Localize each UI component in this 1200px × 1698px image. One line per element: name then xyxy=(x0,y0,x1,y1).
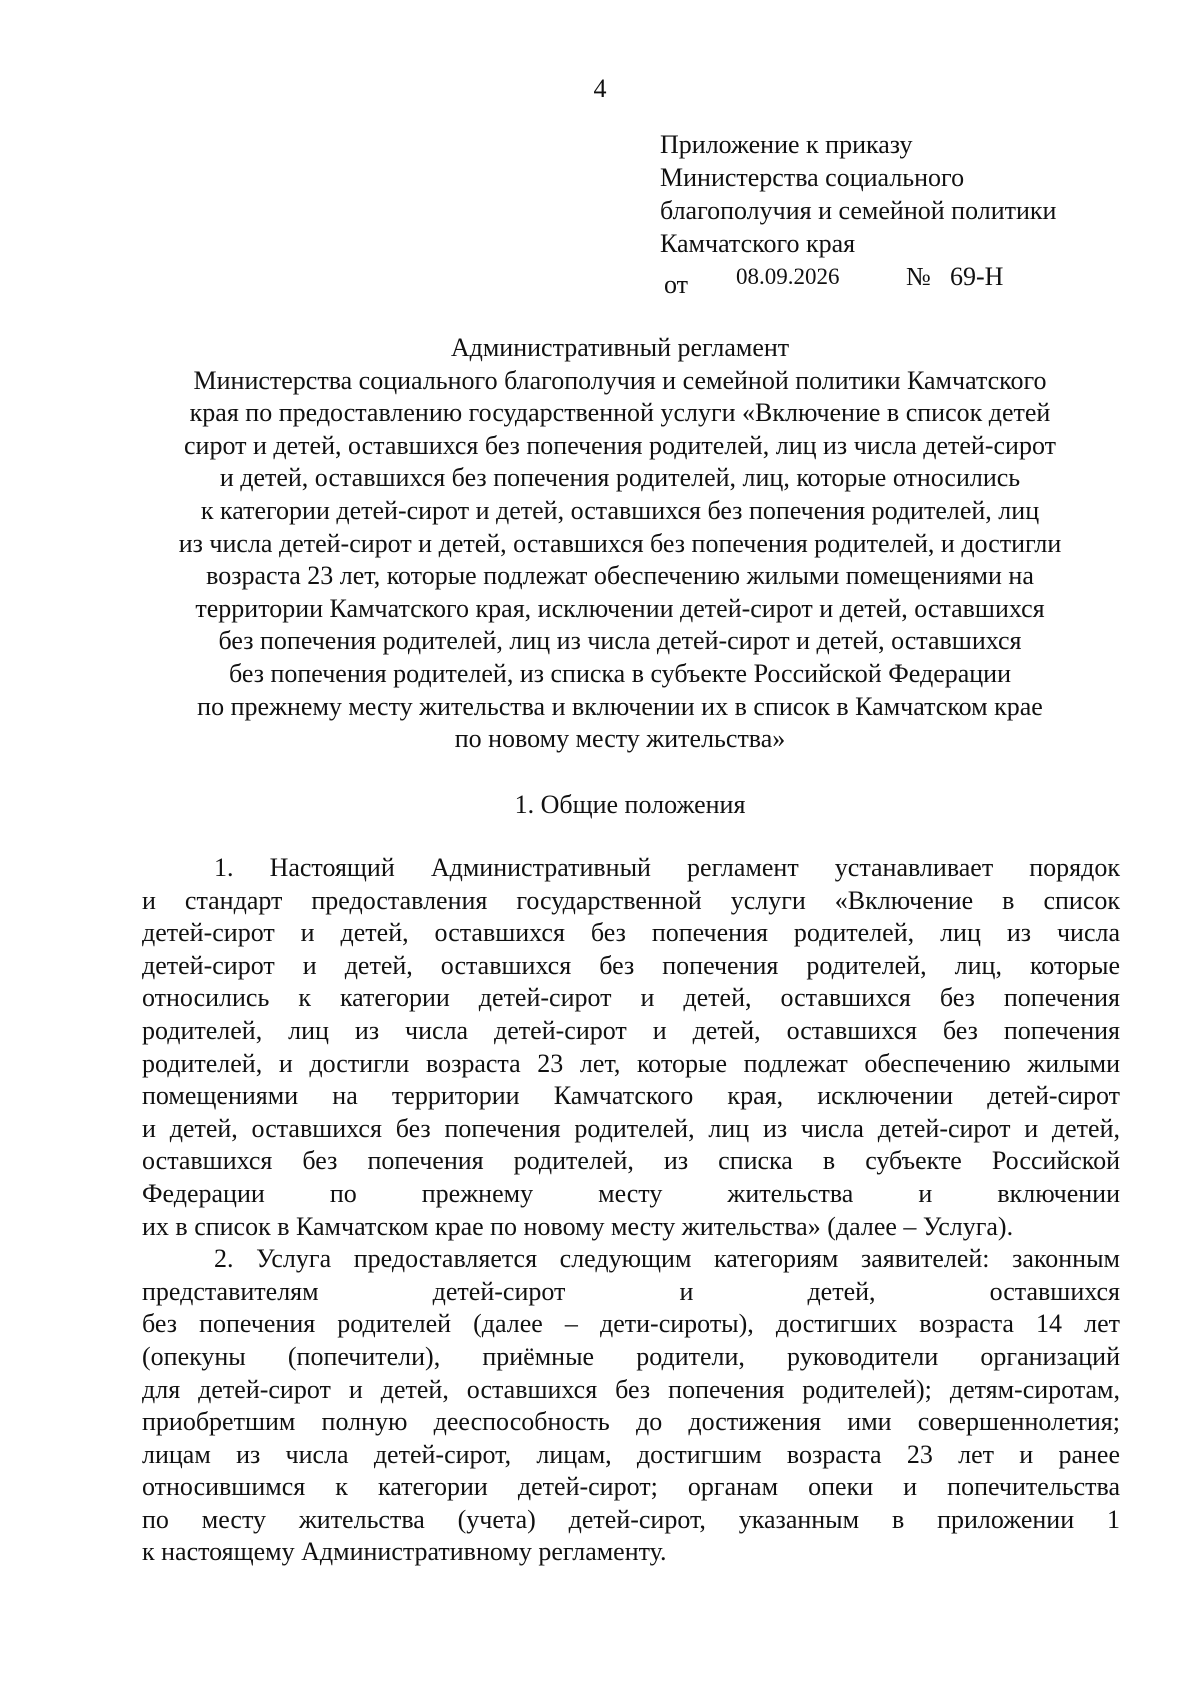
title-line: территории Камчатского края, исключении детей-сирот и детей, оставшихся xyxy=(195,593,1045,623)
appendix-header xyxy=(660,128,1140,300)
title-line: сирот и детей, оставшихся без попечения родителей, лиц из числа детей-сирот xyxy=(184,430,1056,460)
paragraph-2-line: без попечения родителей (далее – дети-сироты), достигших возраста 14 лет xyxy=(142,1309,1120,1339)
paragraph-1-line: помещениями на территории Камчатского края, исключении детей-сирот xyxy=(142,1081,1120,1111)
paragraph-1-line: детей-сирот и детей, оставшихся без попечения родителей, лиц, которые xyxy=(142,950,1120,980)
paragraph-2-line: приобретшим полную дееспособность до достижения ими совершеннолетия; xyxy=(142,1407,1120,1437)
order-number-label: № xyxy=(906,262,931,291)
title-line: без попечения родителей, из списка в субъекте Российской Федерации xyxy=(228,658,1012,688)
paragraph-1-line: 1. Настоящий Административный регламент устанавливает порядок xyxy=(214,853,1120,882)
order-date-label: от xyxy=(664,270,689,299)
title-line: края по предоставлению государственной услуги «Включение в список детей xyxy=(189,398,1051,428)
body-text xyxy=(142,852,1120,1569)
appendix-line-3: благополучия и семейной политики xyxy=(660,196,1057,225)
page-number: 4 xyxy=(593,74,607,103)
paragraph-2-line: для детей-сирот и детей, оставшихся без попечения родителей); детям-сиротам, xyxy=(142,1374,1120,1404)
title-line: Министерства социального благополучия и семейной политики Камчатского xyxy=(193,365,1047,395)
title-line: из числа детей-сирот и детей, оставшихся без попечения родителей, и достигли xyxy=(178,528,1062,558)
paragraph-1-line: оставшихся без попечения родителей, из списка в субъекте Российской xyxy=(142,1146,1120,1176)
appendix-line-1: Приложение к приказу xyxy=(660,130,913,159)
order-date: 08.09.2026 xyxy=(736,264,840,289)
paragraph-2-line: представителям детей-сирот и детей, оставшихся xyxy=(142,1276,1120,1306)
paragraph-2-line: к настоящему Административному регламенту. xyxy=(142,1537,667,1567)
title-line: и детей, оставшихся без попечения родителей, лиц, которые относились xyxy=(219,463,1021,493)
title-line: без попечения родителей, лиц из числа детей-сирот и детей, оставшихся xyxy=(218,626,1022,656)
order-date-line xyxy=(660,260,1140,300)
paragraph-1-line: и стандарт предоставления государственной услуги «Включение в список xyxy=(142,885,1120,915)
title-line: по новому месту жительства» xyxy=(454,724,786,754)
paragraph-1-line: детей-сирот и детей, оставшихся без попечения родителей, лиц из числа xyxy=(142,918,1120,948)
paragraph-2-line: по месту жительства (учета) детей-сирот, указанным в приложении 1 xyxy=(142,1504,1120,1534)
title-line: по прежнему месту жительства и включении их в список в Камчатском крае xyxy=(197,691,1043,721)
paragraph-1-line: относились к категории детей-сирот и детей, оставшихся без попечения xyxy=(142,983,1120,1013)
paragraph-2-line: относившимся к категории детей-сирот; органам опеки и попечительства xyxy=(142,1472,1120,1502)
appendix-line-2: Министерства социального xyxy=(660,163,965,192)
section-heading: 1. Общие положения xyxy=(514,790,746,819)
document-title xyxy=(130,332,1110,756)
title-line: возраста 23 лет, которые подлежат обеспечению жилыми помещениями на xyxy=(206,561,1034,591)
paragraph-1-line: родителей, лиц из числа детей-сирот и детей, оставшихся без попечения xyxy=(142,1015,1120,1045)
paragraph-2-line: 2. Услуга предоставляется следующим категориям заявителей: законным xyxy=(214,1244,1120,1274)
title-line: Административный регламент xyxy=(450,333,790,362)
paragraph-2-line: (опекуны (попечители), приёмные родители, руководители организаций xyxy=(142,1341,1120,1371)
appendix-line-4: Камчатского края xyxy=(660,229,856,258)
order-number: 69-Н xyxy=(950,262,1004,291)
title-line: к категории детей-сирот и детей, оставшихся без попечения родителей, лиц xyxy=(200,495,1040,525)
paragraph-1-line: родителей, и достигли возраста 23 лет, которые подлежат обеспечению жилыми xyxy=(142,1048,1120,1078)
paragraph-1-line: их в список в Камчатском крае по новому месту жительства» (далее – Услуга). xyxy=(142,1211,1014,1241)
paragraph-1-line: Федерации по прежнему месту жительства и включении xyxy=(142,1178,1120,1208)
paragraph-1-line: и детей, оставшихся без попечения родителей, лиц из числа детей-сирот и детей, xyxy=(142,1113,1120,1143)
paragraph-2-line: лицам из числа детей-сирот, лицам, достигшим возраста 23 лет и ранее xyxy=(142,1439,1120,1469)
